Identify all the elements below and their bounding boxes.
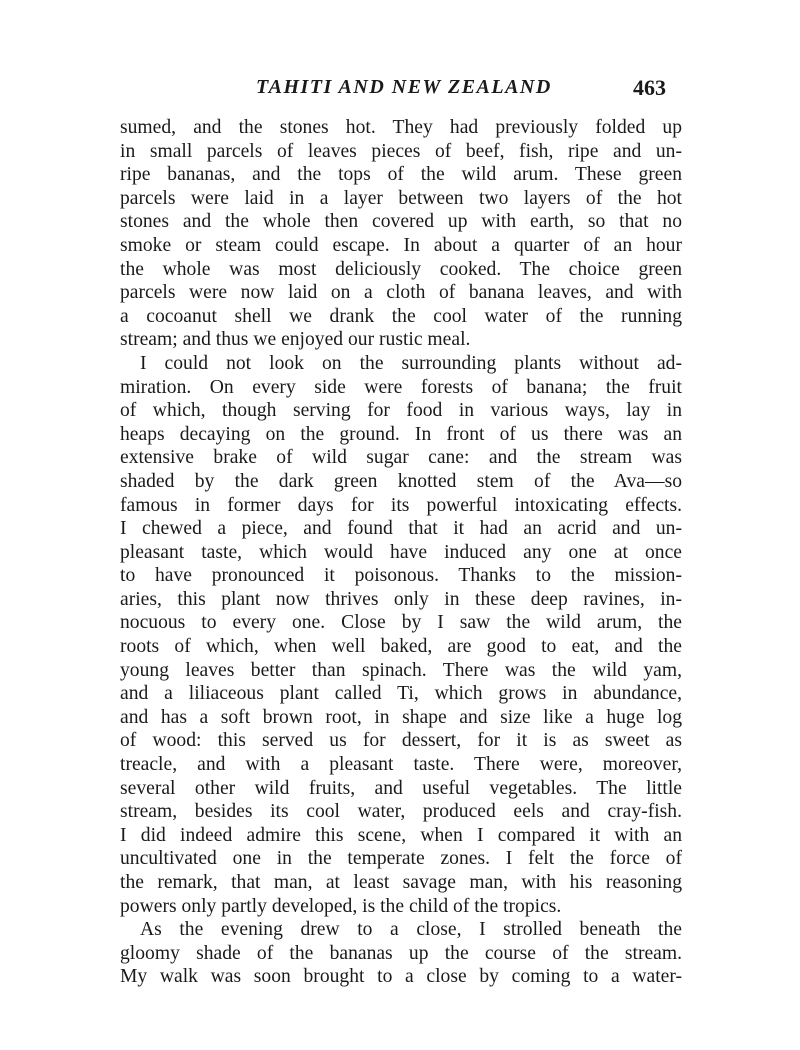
text-line: gloomy shade of the bananas up the course of the stream. [120, 942, 682, 964]
text-line: parcels were now laid on a cloth of banana leaves, and with [120, 282, 682, 304]
text-line: aries, this plant now thrives only in these deep ravines, in- [120, 588, 682, 610]
paragraph [120, 352, 682, 918]
text-line: and a liliaceous plant called Ti, which grows in abundance, [120, 683, 682, 705]
text-line: I could not look on the surrounding plants without ad- [140, 352, 682, 374]
text-line: stream; and thus we enjoyed our rustic meal. [120, 329, 471, 351]
text-line: As the evening drew to a close, I strolled beneath the [140, 919, 682, 941]
text-line: young leaves better than spinach. There was the wild yam, [120, 659, 682, 681]
text-line: and has a soft brown root, in shape and size like a huge log [120, 706, 682, 728]
text-line: shaded by the dark green knotted stem of the Ava—so [120, 470, 682, 492]
text-line: uncultivated one in the temperate zones. I felt the force of [120, 848, 682, 870]
text-line: heaps decaying on the ground. In front of us there was an [120, 423, 682, 445]
text-line: stones and the whole then covered up with earth, so that no [120, 211, 682, 233]
running-title: TAHITI AND NEW ZEALAND [256, 76, 552, 98]
running-head [120, 76, 680, 106]
text-line: My walk was soon brought to a close by coming to a water- [120, 966, 682, 988]
text-line: nocuous to every one. Close by I saw the wild arum, the [120, 612, 682, 634]
text-line: the whole was most deliciously cooked. The choice green [120, 258, 682, 280]
text-line: treacle, and with a pleasant taste. There were, moreover, [120, 754, 682, 776]
paragraph [120, 918, 682, 989]
text-line: I chewed a piece, and found that it had an acrid and un- [120, 518, 682, 540]
page-number: 463 [633, 75, 666, 100]
text-line: roots of which, when well baked, are good to eat, and the [120, 636, 682, 658]
text-line: several other wild fruits, and useful vegetables. The little [120, 777, 682, 799]
text-line: pleasant taste, which would have induced any one at once [120, 541, 682, 563]
text-line: I did indeed admire this scene, when I compared it with an [120, 824, 682, 846]
text-line: miration. On every side were forests of banana; the fruit [120, 376, 682, 398]
text-line: sumed, and the stones hot. They had previously folded up [120, 117, 682, 138]
text-line: in small parcels of leaves pieces of beef, fish, ripe and un- [120, 140, 682, 162]
text-line: to have pronounced it poisonous. Thanks to the mission- [120, 565, 682, 587]
text-line: famous in former days for its powerful intoxicating effects. [120, 494, 682, 516]
paragraph [120, 116, 682, 352]
text-line: stream, besides its cool water, produced eels and cray-fish. [120, 801, 682, 823]
text-line: of wood: this served us for dessert, for it is as sweet as [120, 730, 682, 752]
text-line: the remark, that man, at least savage man, with his reasoning [120, 872, 682, 893]
body-text [120, 116, 682, 989]
text-line: a cocoanut shell we drank the cool water of the running [120, 305, 682, 327]
text-line: of which, though serving for food in various ways, lay in [120, 400, 682, 422]
text-line: parcels were laid in a layer between two layers of the hot [120, 187, 682, 209]
text-line: smoke or steam could escape. In about a quarter of an hour [120, 234, 682, 256]
text-line: ripe bananas, and the tops of the wild arum. These green [120, 164, 682, 186]
text-line: extensive brake of wild sugar cane: and the stream was [120, 447, 682, 469]
text-line: powers only partly developed, is the child of the tropics. [120, 895, 562, 917]
